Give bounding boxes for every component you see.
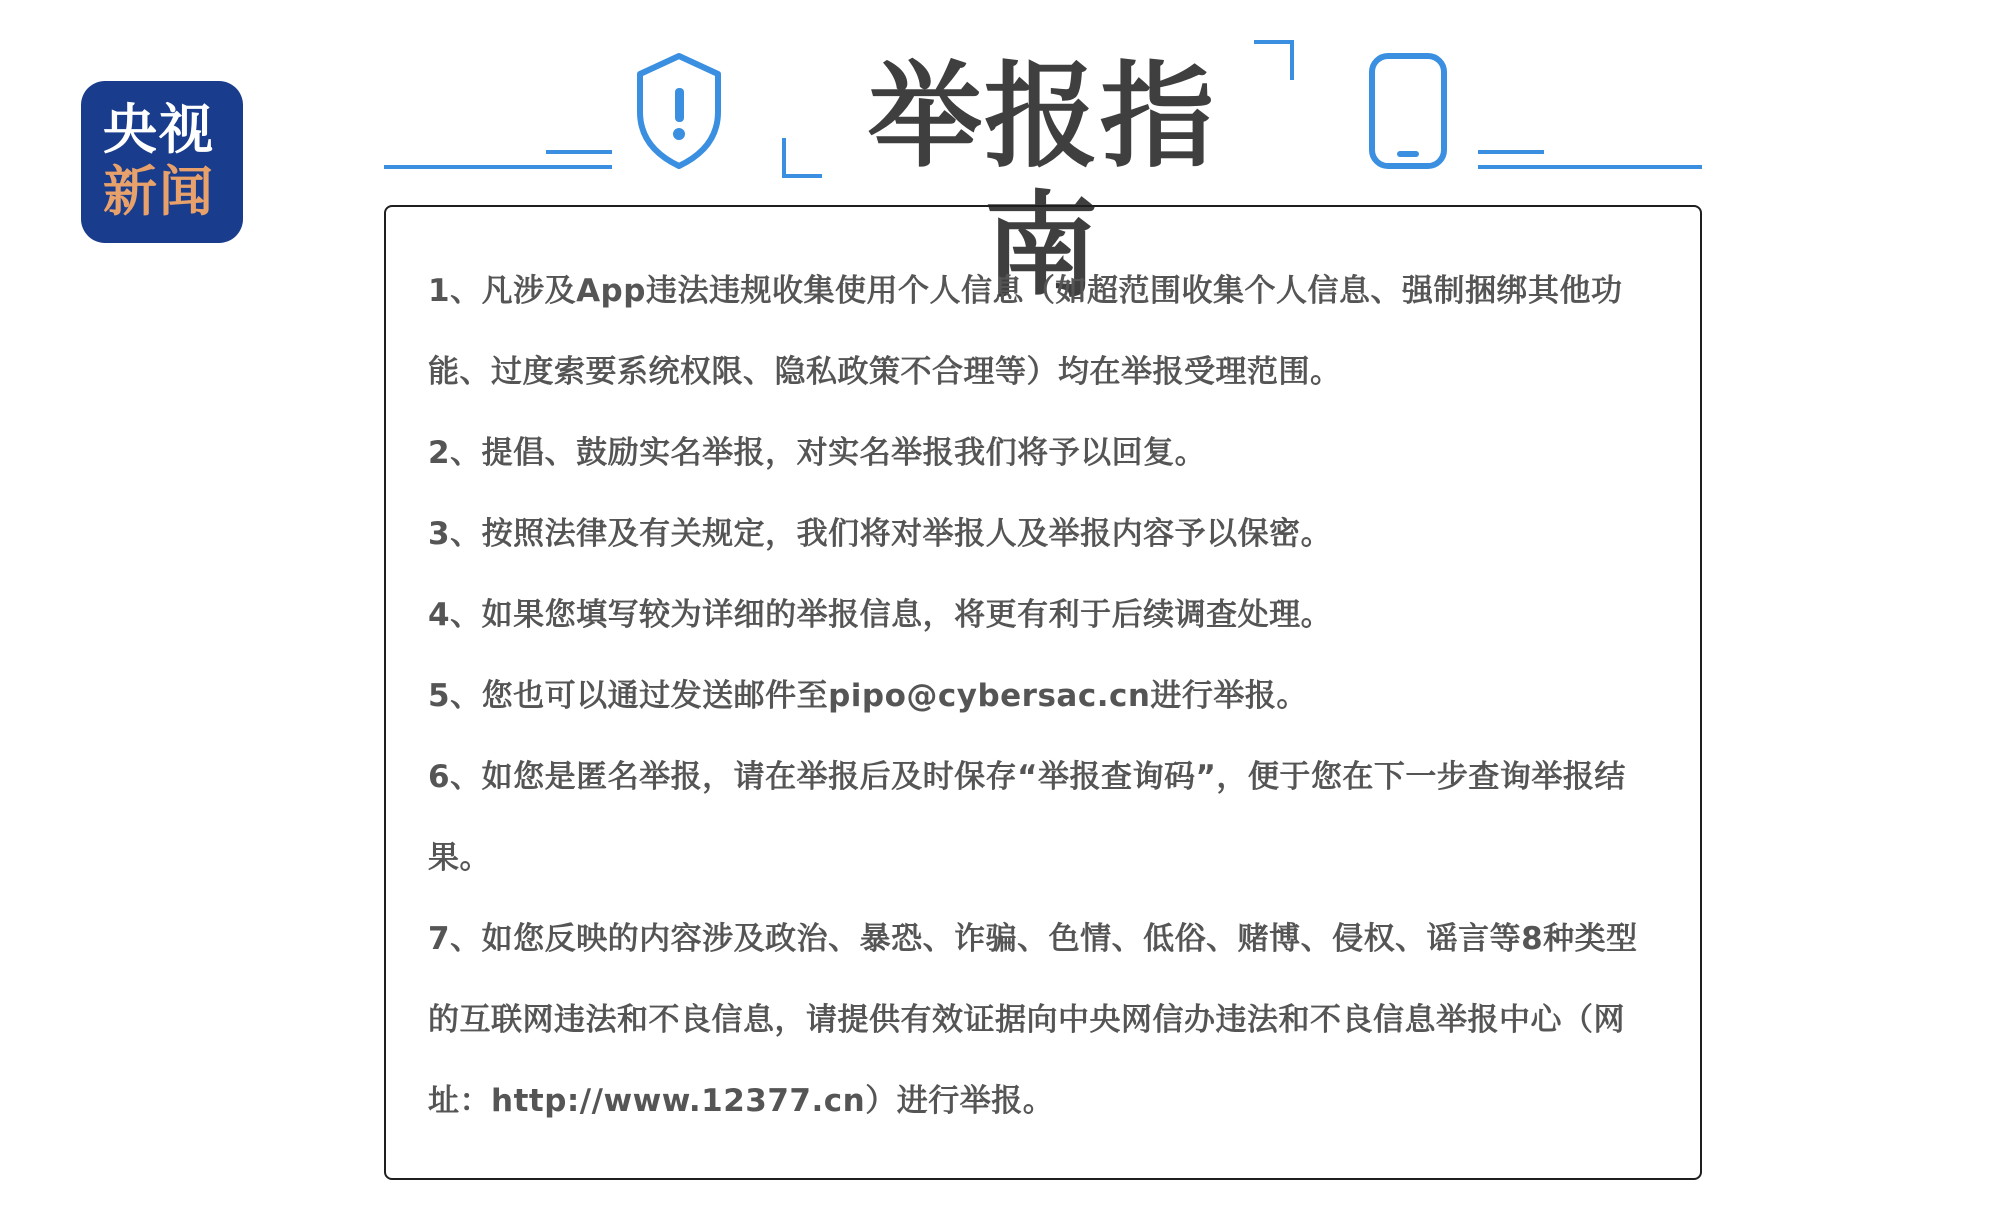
guide-item-2: 2、提倡、鼓励实名举报，对实名举报我们将予以回复。 [428, 435, 1207, 471]
guide-list [428, 251, 1660, 1142]
guide-item-7: 7、如您反映的内容涉及政治、暴恐、诈骗、色情、低俗、赌博、侵权、谣言等8种类型的互联网违法和不良信息，请提供有效证据向中央网信办违法和不良信息举报中心（网址：http://www.12377.cn）进行举报。 [428, 921, 1638, 1119]
guide-item-4: 4、如果您填写较为详细的举报信息，将更有利于后续调查处理。 [428, 597, 1333, 633]
shield-exclamation-icon [640, 56, 718, 166]
logo-text-line-1: 央视 [103, 98, 215, 161]
page-title: 举报指南 [867, 50, 1216, 313]
smartphone-icon [1372, 56, 1444, 166]
guide-box [384, 205, 1702, 1180]
guide-item-1: 1、凡涉及App违法违规收集使用个人信息（如超范围收集个人信息、强制捆绑其他功能、过度索要系统权限、隐私政策不合理等）均在举报受理范围。 [428, 273, 1623, 390]
guide-item-6: 6、如您是匿名举报，请在举报后及时保存“举报查询码”，便于您在下一步查询举报结果。 [428, 759, 1626, 876]
guide-item-3: 3、按照法律及有关规定，我们将对举报人及举报内容予以保密。 [428, 516, 1333, 552]
logo-text-line-2: 新闻 [103, 160, 215, 223]
guide-item-5: 5、您也可以通过发送邮件至pipo@cybersac.cn进行举报。 [428, 678, 1308, 714]
